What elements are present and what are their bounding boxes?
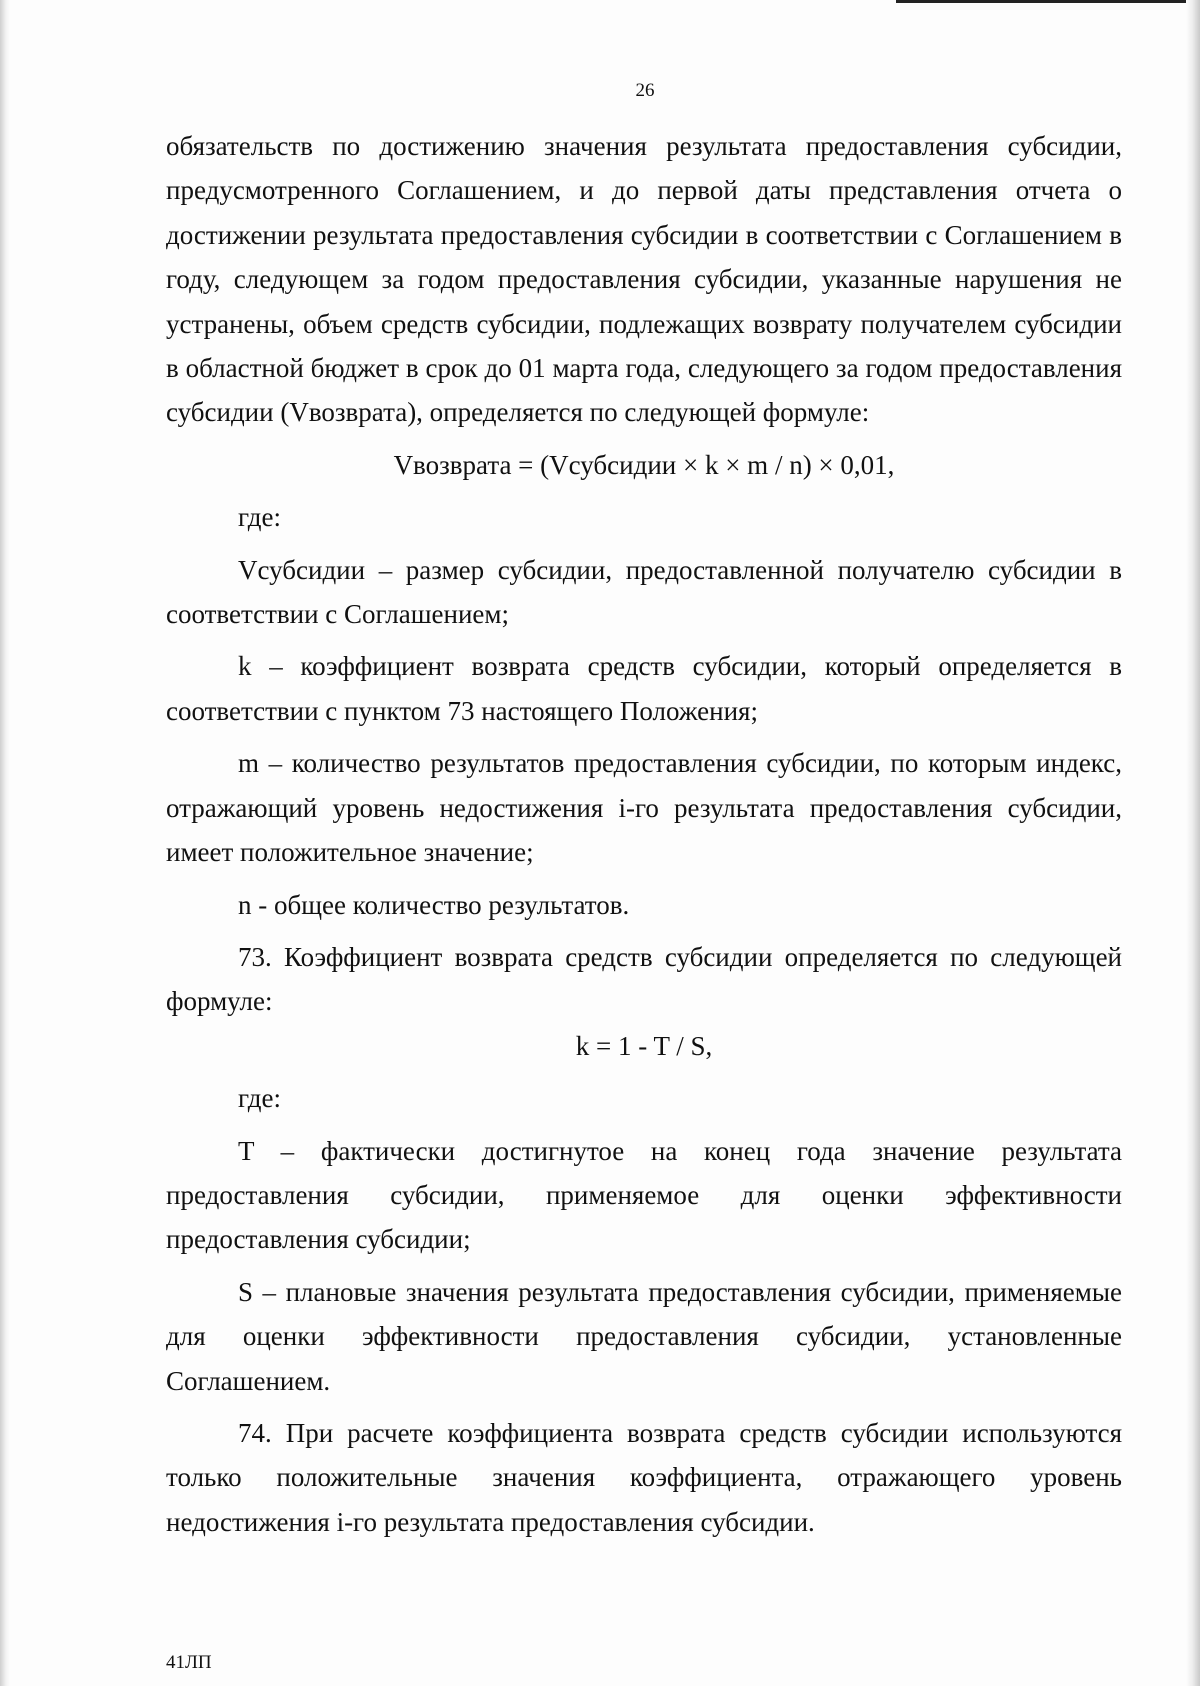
clause-74: 74. При расчете коэффициента возврата средств субсидии используются только положительные значения коэффициента, отражающего уровень недостижения i-го результата предоставления субсидии. <box>166 1417 1122 1537</box>
page-number: 26 <box>635 80 655 101</box>
definition-m: m – количество результатов предоставления субсидии, по которым индекс, отражающий уровень недостижения i-го результата предоставления субсидии, имеет положительное значение; <box>166 748 1122 868</box>
formula-k: k = 1 - T / S, <box>575 1030 713 1061</box>
scan-left-edge <box>0 0 10 1686</box>
paragraph-where-2: где: <box>238 1083 281 1114</box>
definition-n: n - общее количество результатов. <box>238 889 630 920</box>
paragraph-where: где: <box>238 502 281 533</box>
scan-right-edge <box>1186 0 1200 1686</box>
clause-73: 73. Коэффициент возврата средств субсидии определяется по следующей формуле: <box>166 941 1122 1017</box>
definition-k: k – коэффициент возврата средств субсидии, который определяется в соответствии с пунктом 73 настоящего Положения; <box>166 651 1122 726</box>
formula-vreturn: Vвозврата = (Vсубсидии × k × m / n) × 0,01, <box>393 449 895 480</box>
scan-top-bar <box>896 0 1186 3</box>
definition-s: S – плановые значения результата предоставления субсидии, применяемые для оценки эффективности предоставления субсидии, установленные Соглашением. <box>166 1276 1122 1396</box>
document-body <box>166 124 1122 1544</box>
document-code: 41ЛП <box>166 1652 212 1673</box>
paragraph-continuation: обязательств по достижению значения результата предоставления субсидии, предусмотренного Соглашением, и до первой даты представления отчета о достижении результата предоставления субсидии в соответствии с Соглашением в году, следующем за годом предоставления субсидии, указанные нарушения не устранены, объем средств субсидии, подлежащих возврату получателем субсидии в областной бюджет в срок до 01 марта года, следующего за годом предоставления субсидии (Vвозврата), определяется по следующей формуле: <box>166 131 1122 428</box>
definition-vsubsidy: Vсубсидии – размер субсидии, предоставленной получателю субсидии в соответствии с Соглашением; <box>166 554 1122 630</box>
definition-t: T – фактически достигнутое на конец года значение результата предоставления субсидии, применяемое для оценки эффективности предоставления субсидии; <box>166 1135 1122 1255</box>
